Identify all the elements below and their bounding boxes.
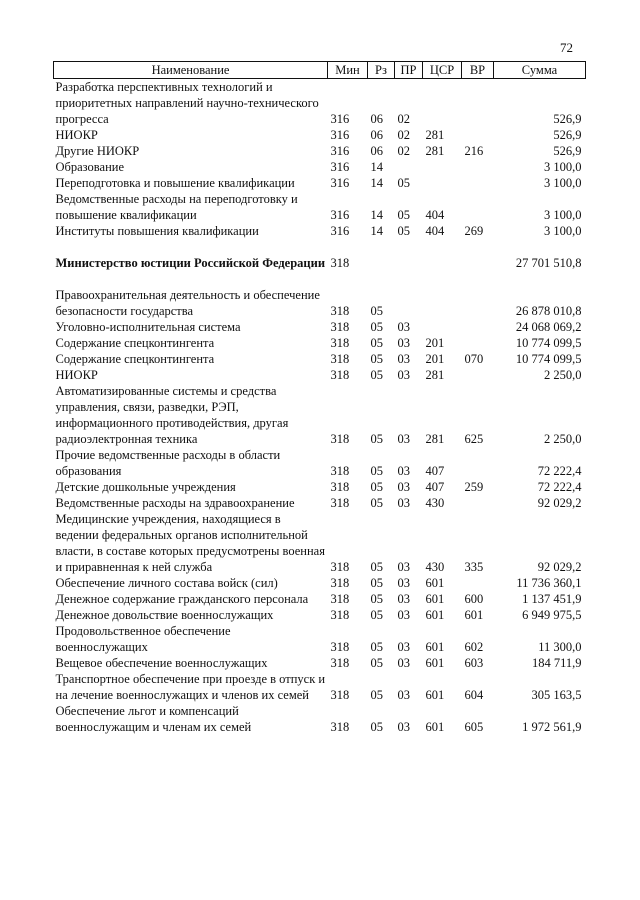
cell-rz: 05 [370,640,383,654]
cell-min: 318 [330,688,350,702]
cell-sum: 92 029,2 [537,560,582,574]
cell-sum: 11 300,0 [538,640,582,654]
cell-min: 316 [330,224,350,238]
cell-csr: 601 [425,608,445,622]
cell-sum: 10 774 099,5 [515,352,582,366]
cell-csr: 430 [425,560,445,574]
cell-vr: 600 [464,592,484,606]
cell-rz: 05 [370,496,383,510]
table-row [54,191,586,223]
cell-name: Ведомственные расходы на здравоохранение [55,496,295,510]
cell-vr: 335 [464,560,484,574]
cell-sum: 92 029,2 [537,496,582,510]
cell-vr: 070 [464,352,484,366]
cell-sum: 1 972 561,9 [522,720,582,734]
table-row [54,575,586,591]
cell-csr: 404 [425,224,445,238]
spacer-row [54,239,586,255]
cell-csr: 601 [425,592,445,606]
cell-rz: 05 [370,352,383,366]
cell-vr [462,319,494,335]
cell-vr [462,127,494,143]
cell-pr: 05 [397,224,410,238]
cell-min: 318 [330,304,350,318]
cell-pr: 03 [397,496,410,510]
cell-name: Другие НИОКР [55,144,140,158]
cell-min: 318 [330,608,350,622]
header-vr: ВР [462,62,494,79]
cell-min: 316 [330,144,350,158]
header-csr: ЦСР [423,62,462,79]
cell-rz: 05 [370,608,383,622]
table-row [54,159,586,175]
table-row [54,127,586,143]
table-row [54,591,586,607]
table-row [54,79,586,128]
cell-min: 316 [330,176,350,190]
cell-vr [462,79,494,128]
cell-sum: 3 100,0 [544,160,582,174]
cell-csr: 430 [425,496,445,510]
page-number: 72 [560,40,573,55]
cell-name: Детские дошкольные учреждения [55,480,236,494]
cell-sum: 3 100,0 [544,176,582,190]
cell-min: 318 [330,464,350,478]
cell-pr: 02 [397,128,410,142]
header-min: Мин [328,62,368,79]
table-header-row [54,62,586,79]
cell-rz: 05 [370,432,383,446]
cell-rz: 05 [370,560,383,574]
header-rz: Рз [368,62,395,79]
header-name: Наименование [54,62,328,79]
cell-csr: 601 [425,640,445,654]
cell-vr [462,175,494,191]
cell-min: 318 [330,432,350,446]
cell-name: Содержание спецконтингента [55,352,215,366]
cell-vr: 602 [464,640,484,654]
cell-pr [395,255,423,271]
cell-sum: 6 949 975,5 [522,608,582,622]
cell-csr: 601 [425,656,445,670]
cell-pr: 03 [397,320,410,334]
cell-rz: 06 [370,144,383,158]
table-row [54,143,586,159]
cell-vr: 605 [464,720,484,734]
cell-min: 318 [330,368,350,382]
cell-min: 318 [330,256,350,270]
table-row [54,655,586,671]
cell-vr [462,191,494,223]
cell-csr: 407 [425,464,445,478]
cell-rz: 05 [370,592,383,606]
header-pr: ПР [395,62,423,79]
cell-rz: 14 [370,224,383,238]
cell-csr: 281 [425,144,445,158]
cell-pr: 05 [397,176,410,190]
cell-pr: 03 [397,576,410,590]
cell-sum: 526,9 [553,144,582,158]
cell-name: Прочие ведомственные расходы в области образования [55,448,281,478]
cell-csr [423,159,462,175]
table-row [54,287,586,319]
cell-name: Автоматизированные системы и средства управления, связи, разведки, РЭП, информационного противодействия, другая радиоэлектронная техника [55,384,289,446]
cell-csr: 601 [425,576,445,590]
cell-rz: 05 [370,656,383,670]
table-row [54,607,586,623]
cell-sum: 11 736 360,1 [516,576,582,590]
table-row [54,383,586,447]
cell-rz: 06 [370,128,383,142]
cell-min: 318 [330,592,350,606]
cell-vr: 601 [464,608,484,622]
cell-min: 316 [330,208,350,222]
cell-name: Обеспечение личного состава войск (сил) [55,576,278,590]
cell-rz: 05 [370,720,383,734]
cell-min: 318 [330,576,350,590]
cell-name: Содержание спецконтингента [55,336,215,350]
table-row [54,671,586,703]
cell-min: 318 [330,656,350,670]
cell-name: Продовольственное обеспечение военнослужащих [55,624,231,654]
cell-pr: 03 [397,640,410,654]
cell-name: Правоохранительная деятельность и обеспечение безопасности государства [55,288,320,318]
spacer-cell [54,239,586,255]
cell-rz: 14 [370,208,383,222]
spacer-cell [54,271,586,287]
cell-rz: 05 [370,304,383,318]
table-row [54,623,586,655]
header-sum: Сумма [494,62,586,79]
cell-rz: 14 [370,176,383,190]
cell-pr: 03 [397,656,410,670]
cell-csr: 201 [425,336,445,350]
cell-sum: 526,9 [553,128,582,142]
cell-vr [462,367,494,383]
cell-rz: 05 [370,576,383,590]
cell-rz: 05 [370,464,383,478]
cell-vr [462,159,494,175]
cell-vr: 625 [464,432,484,446]
cell-name: НИОКР [55,368,98,382]
cell-csr: 407 [425,480,445,494]
cell-rz [368,255,395,271]
table-row [54,511,586,575]
cell-csr: 601 [425,688,445,702]
cell-name: Денежное содержание гражданского персонала [55,592,309,606]
cell-min: 318 [330,352,350,366]
cell-csr [423,175,462,191]
cell-pr: 03 [397,336,410,350]
cell-vr [462,335,494,351]
cell-csr: 281 [425,128,445,142]
cell-vr: 216 [464,144,484,158]
cell-min: 318 [330,336,350,350]
table-row [54,495,586,511]
cell-csr [423,287,462,319]
cell-vr: 259 [464,480,484,494]
cell-min: 316 [330,160,350,174]
cell-pr: 03 [397,688,410,702]
cell-rz: 06 [370,112,383,126]
cell-csr: 404 [425,208,445,222]
cell-name: Обеспечение льгот и компенсаций военнослужащим и членам их семей [55,704,252,734]
cell-pr [395,287,423,319]
cell-pr: 03 [397,368,410,382]
cell-rz: 14 [370,160,383,174]
cell-name: Разработка перспективных технологий и приоритетных направлений научно-технического прогресса [55,80,319,126]
cell-sum: 2 250,0 [544,368,582,382]
cell-min: 318 [330,640,350,654]
cell-vr: 604 [464,688,484,702]
cell-pr: 05 [397,208,410,222]
cell-pr: 03 [397,432,410,446]
cell-rz: 05 [370,688,383,702]
budget-table [53,61,586,735]
cell-name: Медицинские учреждения, находящиеся в ведении федеральных органов исполнительной власти, в составе которых предусмотрены военная и приравненная к ней служба [55,512,325,574]
cell-pr: 03 [397,608,410,622]
cell-name: НИОКР [55,128,98,142]
cell-sum: 10 774 099,5 [515,336,582,350]
cell-pr: 03 [397,352,410,366]
cell-sum: 72 222,4 [537,464,582,478]
table-row [54,223,586,239]
cell-pr: 03 [397,560,410,574]
cell-pr: 02 [397,144,410,158]
cell-csr [423,319,462,335]
cell-sum: 305 163,5 [531,688,582,702]
cell-name: Денежное довольствие военнослужащих [55,608,274,622]
cell-name: Вещевое обеспечение военнослужащих [55,656,268,670]
cell-sum: 72 222,4 [537,480,582,494]
cell-min: 318 [330,320,350,334]
cell-vr [462,255,494,271]
cell-name: Транспортное обеспечение при проезде в отпуск и на лечение военнослужащих и членов их семей [55,672,326,702]
cell-min: 318 [330,496,350,510]
table-row [54,447,586,479]
cell-rz: 05 [370,368,383,382]
cell-csr [423,79,462,128]
table-row [54,319,586,335]
spacer-row [54,271,586,287]
cell-min: 318 [330,720,350,734]
cell-name: Ведомственные расходы на переподготовку и повышение квалификации [55,192,298,222]
cell-csr: 601 [425,720,445,734]
cell-pr: 03 [397,592,410,606]
cell-min: 316 [330,128,350,142]
table-body [54,79,586,736]
cell-pr: 02 [397,112,410,126]
cell-csr: 281 [425,368,445,382]
cell-vr [462,447,494,479]
cell-vr [462,495,494,511]
cell-sum: 26 878 010,8 [515,304,582,318]
cell-name: Образование [55,160,125,174]
cell-csr [423,255,462,271]
cell-pr: 03 [397,720,410,734]
cell-min: 318 [330,480,350,494]
table-row [54,255,586,271]
table-row [54,479,586,495]
table-row [54,367,586,383]
cell-rz: 05 [370,480,383,494]
cell-vr [462,287,494,319]
cell-min: 318 [330,560,350,574]
cell-name: Институты повышения квалификации [55,224,259,238]
cell-pr: 03 [397,480,410,494]
cell-min: 316 [330,112,350,126]
cell-rz: 05 [370,336,383,350]
cell-sum: 526,9 [553,112,582,126]
cell-vr [462,575,494,591]
cell-pr [395,159,423,175]
table-row [54,703,586,735]
cell-sum: 3 100,0 [544,224,582,238]
cell-name: Уголовно-исполнительная система [55,320,241,334]
cell-csr: 201 [425,352,445,366]
table-row [54,335,586,351]
cell-name: Переподготовка и повышение квалификации [55,176,295,190]
cell-sum: 184 711,9 [531,656,582,670]
cell-sum: 24 068 069,2 [515,320,582,334]
cell-sum: 1 137 451,9 [522,592,582,606]
table-row [54,175,586,191]
cell-vr: 269 [464,224,484,238]
cell-pr: 03 [397,464,410,478]
cell-sum: 3 100,0 [544,208,582,222]
table-row [54,351,586,367]
cell-sum: 2 250,0 [544,432,582,446]
cell-csr: 281 [425,432,445,446]
cell-rz: 05 [370,320,383,334]
cell-name: Министерство юстиции Российской Федерации [55,256,326,270]
cell-sum: 27 701 510,8 [515,256,582,270]
cell-vr: 603 [464,656,484,670]
